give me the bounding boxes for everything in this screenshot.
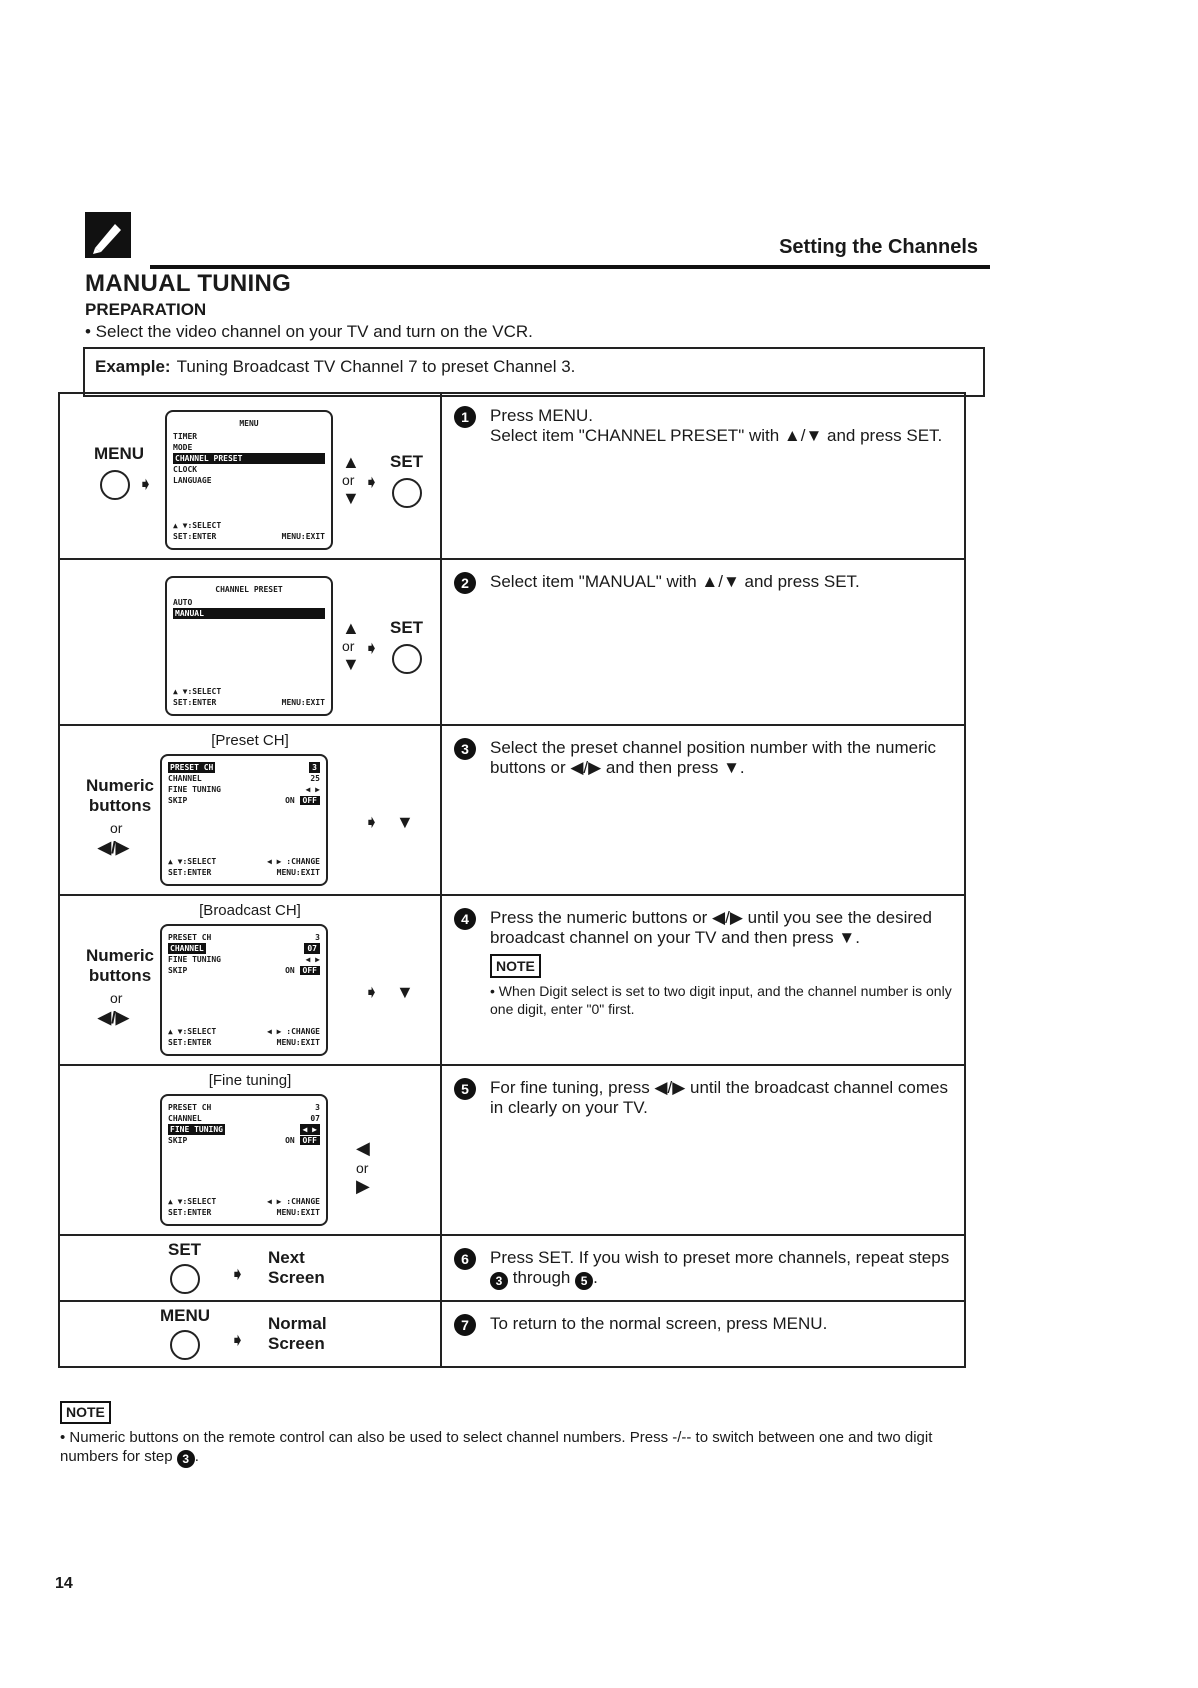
- menu-item-channel-preset: CHANNEL PRESET: [173, 453, 325, 464]
- step-ref-3: 3: [490, 1272, 508, 1290]
- step-row-3: [59, 725, 965, 895]
- step-4-text: [441, 895, 965, 1065]
- or-label: or: [110, 820, 123, 836]
- skip-on: ON: [285, 966, 295, 975]
- example-box: [83, 347, 985, 397]
- step-4-line: Press the numeric buttons or ◀/▶ until you see the desired broadcast channel on your TV and then press ▼.: [490, 908, 932, 947]
- preset-ch-caption: [Preset CH]: [211, 732, 289, 749]
- up-arrow-icon: ▲: [342, 618, 360, 638]
- menu-button-label: MENU: [94, 444, 145, 463]
- step-2-text: [441, 559, 965, 725]
- step-6-illustration: [59, 1235, 441, 1301]
- set-button[interactable]: [392, 478, 422, 508]
- step-6-line: [490, 1248, 952, 1290]
- or-label: or: [110, 990, 123, 1006]
- menu-button-label: MENU: [160, 1306, 211, 1325]
- left-right-arrows-icon[interactable]: ◀/▶: [98, 1008, 129, 1027]
- menu-item-language: LANGUAGE: [173, 476, 212, 485]
- step-number: 4: [454, 908, 476, 930]
- set-button-label: SET: [390, 618, 424, 637]
- menu-button[interactable]: [170, 1330, 200, 1360]
- step-7-illustration: [59, 1301, 441, 1367]
- down-arrow-icon: ▼: [342, 488, 360, 508]
- arrow-right-icon: ➧: [364, 472, 380, 492]
- set-button-label: SET: [168, 1240, 202, 1259]
- skip-off: OFF: [300, 966, 320, 975]
- set-button-label: SET: [390, 452, 424, 471]
- footer-select: ▲ ▼:SELECT: [168, 857, 217, 866]
- step-row-4: [59, 895, 965, 1065]
- channel-preset-screen: [165, 576, 333, 716]
- screen-row-skip: SKIP: [168, 1136, 188, 1145]
- numeric-buttons-label: Numeric buttons: [85, 776, 155, 815]
- header-rule: [150, 265, 990, 269]
- screen-row-fine-tuning: FINE TUNING: [168, 785, 221, 794]
- step-2-line: Select item "MANUAL" with ▲/▼ and press SET.: [490, 572, 860, 591]
- screen-value-preset-ch: 3: [309, 762, 320, 773]
- screen-value-fine-tuning: ◀ ▶: [305, 955, 320, 964]
- screen-row-preset-ch: PRESET CH: [168, 1103, 212, 1112]
- menu-screen: [165, 410, 333, 550]
- footer-select: ▲ ▼:SELECT: [173, 521, 222, 530]
- screen-row-channel: CHANNEL: [168, 774, 202, 783]
- footer-exit: MENU:EXIT: [276, 1038, 320, 1047]
- footer-enter: SET:ENTER: [168, 1208, 212, 1217]
- skip-on: ON: [285, 796, 295, 805]
- footer-select: ▲ ▼:SELECT: [168, 1197, 217, 1206]
- example-text: Tuning Broadcast TV Channel 7 to preset Channel 3.: [176, 357, 576, 376]
- down-arrow-icon: ▼: [396, 812, 414, 832]
- step-number: 6: [454, 1248, 476, 1270]
- screen-value-preset-ch: 3: [315, 933, 320, 942]
- down-arrow-icon: ▼: [396, 982, 414, 1002]
- set-button[interactable]: [392, 644, 422, 674]
- footer-select: ▲ ▼:SELECT: [173, 687, 222, 696]
- step-ref-3: 3: [177, 1450, 195, 1468]
- step-4-note: • When Digit select is set to two digit input, and the channel number is only one digit, enter "0" first.: [490, 983, 952, 1017]
- section-logo: [85, 212, 131, 258]
- or-label: or: [342, 472, 355, 488]
- arrow-right-icon: ➧: [364, 812, 380, 832]
- step-7-line: To return to the normal screen, press MENU.: [490, 1314, 828, 1333]
- screen-row-fine-tuning: FINE TUNING: [170, 1125, 223, 1134]
- arrow-right-icon: ➧: [364, 638, 380, 658]
- remote-pencil-icon: [85, 212, 131, 258]
- steps-table: [58, 392, 966, 1368]
- footer-change: ◀ ▶ :CHANGE: [267, 1027, 320, 1036]
- step-number: 2: [454, 572, 476, 594]
- skip-off: OFF: [300, 1136, 320, 1145]
- broadcast-ch-screen: [160, 924, 328, 1056]
- set-button[interactable]: [170, 1264, 200, 1294]
- menu-item-mode: MODE: [173, 443, 193, 452]
- step-number: 1: [454, 406, 476, 428]
- preparation-text: • Select the video channel on your TV and turn on the VCR.: [85, 322, 533, 341]
- screen-footer: [173, 686, 325, 708]
- screen-value-channel: 07: [310, 1114, 320, 1123]
- arrow-right-icon: ➧: [138, 474, 154, 494]
- footer-enter: SET:ENTER: [173, 532, 217, 541]
- arrow-right-icon: ➧: [230, 1264, 246, 1284]
- screen-value-fine-tuning: ◀ ▶: [305, 785, 320, 794]
- step-6-text: [441, 1235, 965, 1301]
- footer-select: ▲ ▼:SELECT: [168, 1027, 217, 1036]
- screen-row-preset-ch: PRESET CH: [170, 763, 214, 772]
- left-arrow-icon: ◀: [356, 1138, 370, 1158]
- screen-row-skip: SKIP: [168, 796, 188, 805]
- menu-item-auto: AUTO: [173, 598, 193, 607]
- or-label: or: [356, 1160, 369, 1176]
- step-2-illustration: [59, 559, 441, 725]
- arrow-right-icon: ➧: [364, 982, 380, 1002]
- step-5-illustration: [59, 1065, 441, 1235]
- screen-row-skip: SKIP: [168, 966, 188, 975]
- example-label: Example:: [95, 357, 171, 376]
- step-5-text: [441, 1065, 965, 1235]
- menu-item-timer: TIMER: [173, 432, 198, 441]
- arrow-right-icon: ➧: [230, 1330, 246, 1350]
- menu-button[interactable]: [100, 470, 130, 500]
- up-arrow-icon: ▲: [342, 452, 360, 472]
- step-number: 7: [454, 1314, 476, 1336]
- screen-footer: [168, 1026, 320, 1048]
- or-label: or: [342, 638, 355, 654]
- screen-footer: [173, 520, 325, 542]
- screen-value-channel: 25: [310, 774, 320, 783]
- footer-change: ◀ ▶ :CHANGE: [267, 1197, 320, 1206]
- footer-exit: MENU:EXIT: [276, 868, 320, 877]
- footnote-text-a: • Numeric buttons on the remote control can also be used to select channel numbers. Press -/-- to switch between one and two digit numbers for step: [60, 1429, 933, 1465]
- step-5-line: For fine tuning, press ◀/▶ until the broadcast channel comes in clearly on your TV.: [490, 1078, 948, 1117]
- step-3-text: [441, 725, 965, 895]
- screen-value-channel: 07: [304, 943, 320, 954]
- step-6-text-a: Press SET. If you wish to preset more channels, repeat steps: [490, 1248, 950, 1267]
- right-arrow-icon: ▶: [356, 1176, 370, 1196]
- step-row-6: [59, 1235, 965, 1301]
- footer-change: ◀ ▶ :CHANGE: [267, 857, 320, 866]
- step-ref-5: 5: [575, 1272, 593, 1290]
- screen-footer: [168, 1196, 320, 1218]
- screen-value-preset-ch: 3: [315, 1103, 320, 1112]
- screen-title: MENU: [239, 419, 259, 428]
- screen-row-channel: CHANNEL: [170, 944, 204, 953]
- step-1-line-2: Select item "CHANNEL PRESET" with ▲/▼ and press SET.: [490, 426, 943, 445]
- step-3-illustration: [59, 725, 441, 895]
- footnote-text: [60, 1428, 960, 1468]
- next-screen-label: Next Screen: [268, 1248, 325, 1287]
- skip-off: OFF: [300, 796, 320, 805]
- screen-title: CHANNEL PRESET: [215, 585, 283, 594]
- fine-tuning-caption: [Fine tuning]: [208, 1072, 292, 1089]
- step-1-line-1: Press MENU.: [490, 406, 593, 425]
- footnote-text-b: .: [194, 1448, 199, 1465]
- normal-screen-label: Normal Screen: [268, 1314, 327, 1353]
- step-row-2: [59, 559, 965, 725]
- step-row-5: [59, 1065, 965, 1235]
- step-1-text: [441, 393, 965, 559]
- screen-value-fine-tuning: ◀ ▶: [300, 1124, 320, 1135]
- step-6-text-b: through: [512, 1268, 571, 1287]
- fine-tuning-screen: [160, 1094, 328, 1226]
- step-6-text-c: .: [593, 1268, 598, 1287]
- footnote: [60, 1395, 960, 1468]
- footer-exit: MENU:EXIT: [276, 1208, 320, 1217]
- step-1-illustration: [59, 393, 441, 559]
- footer-enter: SET:ENTER: [168, 1038, 212, 1047]
- section-title: Setting the Channels: [779, 236, 978, 258]
- page-title: MANUAL TUNING: [85, 270, 292, 297]
- step-7-text: [441, 1301, 965, 1367]
- screen-row-fine-tuning: FINE TUNING: [168, 955, 221, 964]
- step-number: 5: [454, 1078, 476, 1100]
- footer-exit: MENU:EXIT: [281, 532, 325, 541]
- preset-ch-screen: [160, 754, 328, 886]
- screen-row-preset-ch: PRESET CH: [168, 933, 212, 942]
- screen-footer: [168, 856, 320, 878]
- note-tag: NOTE: [60, 1401, 111, 1424]
- skip-on: ON: [285, 1136, 295, 1145]
- numeric-buttons-label: Numeric buttons: [85, 946, 155, 985]
- page-number: 14: [55, 1575, 73, 1592]
- footer-enter: SET:ENTER: [168, 868, 212, 877]
- menu-item-clock: CLOCK: [173, 465, 198, 474]
- step-number: 3: [454, 738, 476, 760]
- footer-enter: SET:ENTER: [173, 698, 217, 707]
- step-row-7: [59, 1301, 965, 1367]
- note-tag: NOTE: [490, 954, 541, 978]
- screen-row-channel: CHANNEL: [168, 1114, 202, 1123]
- preparation-label: PREPARATION: [85, 300, 207, 319]
- down-arrow-icon: ▼: [342, 654, 360, 674]
- step-row-1: [59, 393, 965, 559]
- step-4-illustration: [59, 895, 441, 1065]
- broadcast-ch-caption: [Broadcast CH]: [199, 902, 301, 919]
- left-right-arrows-icon[interactable]: ◀/▶: [98, 838, 129, 857]
- footer-exit: MENU:EXIT: [281, 698, 325, 707]
- menu-item-manual: MANUAL: [173, 608, 325, 619]
- step-3-line: Select the preset channel position number with the numeric buttons or ◀/▶ and then press ▼.: [490, 738, 937, 777]
